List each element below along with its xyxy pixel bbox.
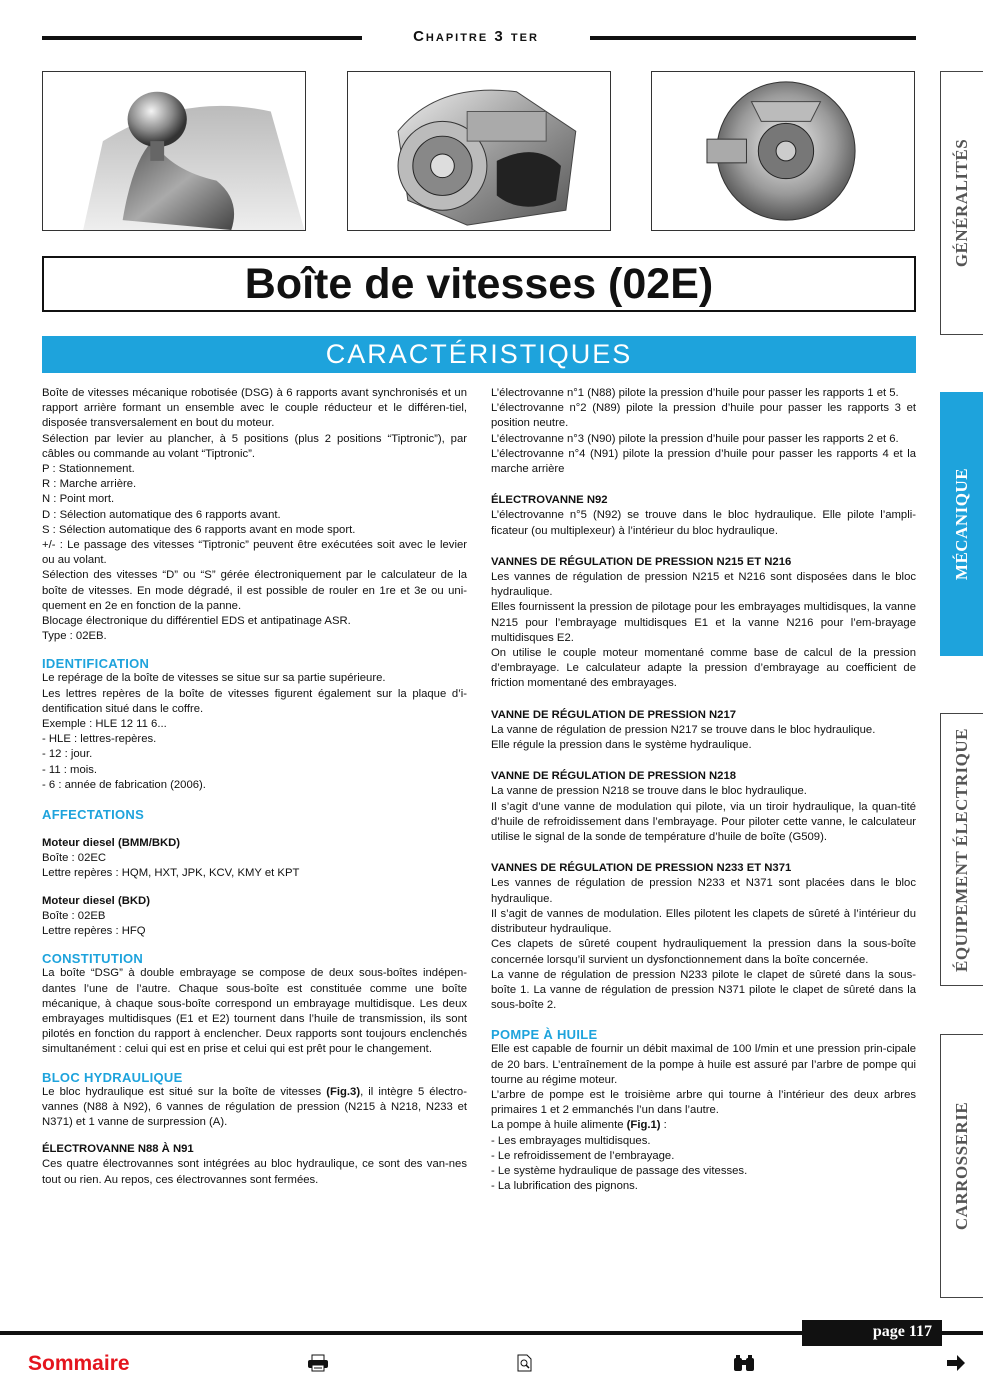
page-number-box bbox=[802, 1320, 942, 1346]
n233-text-3: Ces clapets de sûreté coupent hydrauliquement la pression dans la sous-boîte concernée lorsqu’il survient un dysfonctionnement dans la boîte concernée. bbox=[491, 938, 916, 966]
constitution-text: La boîte “DSG” à double embrayage se compose de deux sous-boîtes indépen-dantes l’une de l’autre. Chaque sous-boîte est constituée comme une boîte mécanique, à chaque sous-boîte correspond un embrayage multidisque. Les deux embrayages multidisques (E1 et E2) tournent dans l’huile de transmission, ils sont pilotés en fonction du rapport à enclencher. Deux rapports sont toujours enclenchés simultanément : celui qui est en prise et celui qui est prêt pour le changement. bbox=[42, 967, 467, 1056]
pompe-list-1: - Les embrayages multidisques. bbox=[491, 1134, 651, 1147]
n215-title: VANNES DE RÉGULATION DE PRESSION N215 ET N216 bbox=[491, 555, 792, 568]
intro-4: R : Marche arrière. bbox=[42, 478, 137, 491]
intro-9: Sélection des vitesses “D” ou “S” gérée électroniquement par le calculateur de la boîte de vitesses. En mode dégradé, il est possible de rouler en 1re et 3e ou uni-quement en 2e en fonction de la panne. bbox=[42, 569, 467, 612]
right-column bbox=[491, 386, 916, 1194]
arrow-right-icon[interactable] bbox=[946, 1354, 966, 1376]
n233-text-1: Les vannes de régulation de pression N233 et N371 sont placées dans le bloc hydraulique. bbox=[491, 877, 916, 905]
heading-constitution: CONSTITUTION bbox=[42, 951, 144, 967]
section-title: CARACTÉRISTIQUES bbox=[325, 339, 633, 369]
n217-text-1: La vanne de régulation de pression N217 se trouve dans le bloc hydraulique. bbox=[491, 723, 876, 736]
left-column bbox=[42, 386, 467, 1188]
n218-text-1: La vanne de pression N218 se trouve dans le bloc hydraulique. bbox=[491, 785, 807, 798]
ev-list-2: L’électrovanne n°2 (N89) pilote la pression d’huile pour passer les rapports 3 et position neutre. bbox=[491, 402, 916, 430]
identification-6: - 11 : mois. bbox=[42, 763, 98, 776]
n218-title: VANNE DE RÉGULATION DE PRESSION N218 bbox=[491, 770, 737, 783]
identification-4: - HLE : lettres-repères. bbox=[42, 733, 157, 746]
pompe-list-2: - Le refroidissement de l’embrayage. bbox=[491, 1149, 675, 1162]
n215-text-1: Les vannes de régulation de pression N215 et N216 sont disposées dans le bloc hydraulique. bbox=[491, 571, 916, 599]
fig3-ref: (Fig.3) bbox=[326, 1085, 361, 1098]
differential-image bbox=[651, 71, 915, 231]
n215-text-3: On utilise le couple moteur momentané comme base de calcul de la pression d’embrayage. Le calculateur adapte la pression d’embrayage au coefficient de friction momentané des embrayages. bbox=[491, 647, 916, 690]
intro-3: P : Stationnement. bbox=[42, 463, 135, 476]
page-title: Boîte de vitesses (02E) bbox=[244, 260, 714, 308]
n233-text-4: La vanne de régulation de pression N233 pilote le clapet de sûreté dans la sous-boîte 1. La vanne de régulation de pression N371 pilote le clapet de sûreté dans la sous-boîte 2. bbox=[491, 968, 916, 1012]
tab-carrosserie[interactable]: CARROSSERIE bbox=[940, 1034, 983, 1298]
n92-title: ÉLECTROVANNE N92 bbox=[491, 494, 608, 507]
title-box bbox=[42, 256, 916, 312]
intro-6: D : Sélection automatique des 6 rapports avant. bbox=[42, 508, 281, 521]
gearbox-cutaway-image bbox=[347, 71, 611, 231]
bloc-text: Le bloc hydraulique est situé sur la boîte de vitesses (Fig.3), il intègre 5 électro-vannes (N88 à N92), 6 vannes de régulation de pression (N215 à N218, N233 et N371) et 1 vanne de surpression (A). bbox=[42, 1085, 467, 1128]
tab-equipement-electrique[interactable]: ÉQUIPEMENT ÉLECTRIQUE bbox=[940, 713, 983, 986]
identification-1: Le repérage de la boîte de vitesses se situe sur sa partie supérieure. bbox=[42, 672, 386, 685]
n215-text-2: Elles fournissent la pression de pilotage pour les embrayages multidisques, la vanne N215 pour l’embrayage multidisques E1 et la vanne N216 pour l’em-brayage multidisques E2. bbox=[491, 601, 916, 644]
aff1-line-1: Boîte : 02EC bbox=[42, 852, 107, 865]
ev-n88-n91-text: Ces quatre électrovannes sont intégrées au bloc hydraulique, ce sont des van-nes tout ou rien. Au repos, ces électrovannes sont fermées. bbox=[42, 1158, 467, 1186]
intro-10: Blocage électronique du différentiel EDS et antipatinage ASR. bbox=[42, 615, 351, 628]
pompe-list-3: - Le système hydraulique de passage des vitesses. bbox=[491, 1164, 748, 1177]
aff2-line-2: Lettre repères : HFQ bbox=[42, 925, 146, 938]
header-rule-right bbox=[590, 36, 916, 40]
ev-list-1: L’électrovanne n°1 (N88) pilote la pression d’huile pour passer les rapports 1 et 5. bbox=[491, 387, 899, 399]
intro-2: Sélection par levier au plancher, à 5 positions (plus 2 positions “Tiptronic”), par câbles ou commande au volant “Tiptronic”. bbox=[42, 432, 467, 460]
aff2-title: Moteur diesel (BKD) bbox=[42, 894, 150, 907]
page-number: page 117 bbox=[872, 1323, 932, 1340]
pompe-alim: La pompe à huile alimente (Fig.1) : bbox=[491, 1119, 667, 1132]
identification-3: Exemple : HLE 12 11 6... bbox=[42, 718, 167, 731]
intro-5: N : Point mort. bbox=[42, 493, 115, 506]
document-search-icon[interactable] bbox=[517, 1354, 533, 1376]
tab-mecanique[interactable]: MÉCANIQUE bbox=[940, 392, 983, 656]
sommaire-link[interactable]: Sommaire bbox=[28, 1352, 130, 1375]
printer-icon[interactable] bbox=[307, 1354, 329, 1376]
aff1-title: Moteur diesel (BMM/BKD) bbox=[42, 837, 181, 850]
chapter-title: Chapitre 3 ter bbox=[413, 28, 539, 45]
heading-affectations: AFFECTATIONS bbox=[42, 807, 145, 823]
ev-list-3: L’électrovanne n°3 (N90) pilote la pression d’huile pour passer les rapports 2 et 6. bbox=[491, 432, 899, 445]
heading-pompe-a-huile: POMPE À HUILE bbox=[491, 1027, 598, 1043]
intro-7: S : Sélection automatique des 6 rapports avant en mode sport. bbox=[42, 523, 356, 536]
intro-8: +/- : Le passage des vitesses “Tiptronic” peuvent être exécutées soit avec le levier ou au volant. bbox=[42, 539, 467, 567]
section-banner bbox=[42, 336, 916, 373]
n233-text-2: Il s’agit de vannes de modulation. Elles pilotent les clapets de sûreté à l’intérieur du distributeur hydraulique. bbox=[491, 907, 916, 936]
heading-identification: IDENTIFICATION bbox=[42, 656, 150, 672]
tab-generalites[interactable]: GÉNÉRALITÉS bbox=[940, 71, 983, 335]
pompe-list-4: - La lubrification des pignons. bbox=[491, 1180, 638, 1193]
intro-1: Boîte de vitesses mécanique robotisée (DSG) à 6 rapports avant synchronisés et un rapport arrière formant un ensemble avec le couple réducteur et le différen-tiel, disposée transversalement en bout du moteur. bbox=[42, 387, 467, 430]
ev-n88-n91-title: ÉLECTROVANNE N88 À N91 bbox=[42, 1143, 194, 1156]
heading-bloc-hydraulique: BLOC HYDRAULIQUE bbox=[42, 1069, 183, 1085]
identification-2: Les lettres repères de la boîte de vitesses figurent également sur la plaque d’i-dentification situé dans le coffre. bbox=[42, 687, 467, 715]
header-rule-left bbox=[42, 36, 362, 40]
aff2-line-1: Boîte : 02EB bbox=[42, 909, 106, 922]
pompe-text-2: L’arbre de pompe est le troisième arbre qui tourne à l’intérieur des deux arbres primaires 1 et 2 emmanchés l’un dans l’autre. bbox=[491, 1088, 916, 1117]
identification-5: - 12 : jour. bbox=[42, 748, 93, 761]
identification-7: - 6 : année de fabrication (2006). bbox=[42, 778, 206, 791]
gear-lever-image bbox=[42, 71, 306, 231]
n217-text-2: Elle régule la pression dans le système hydraulique. bbox=[491, 739, 752, 752]
ev-list-4: L’électrovanne n°4 (N91) pilote la pression d’huile pour passer les rapports 4 et la marche arrière bbox=[491, 447, 916, 476]
aff1-line-2: Lettre repères : HQM, HXT, JPK, KCV, KMY et KPT bbox=[42, 867, 300, 880]
n92-text: L’électrovanne n°5 (N92) se trouve dans le bloc hydraulique. Elle pilote l’ampli-ficateur (ou multiplexeur) à l’intérieur du bloc hydraulique. bbox=[491, 509, 916, 537]
binoculars-icon[interactable] bbox=[732, 1354, 756, 1376]
n217-title: VANNE DE RÉGULATION DE PRESSION N217 bbox=[491, 708, 737, 721]
intro-11: Type : 02EB. bbox=[42, 630, 107, 643]
fig1-ref: (Fig.1) bbox=[626, 1119, 661, 1132]
n233-title: VANNES DE RÉGULATION DE PRESSION N233 ET N371 bbox=[491, 862, 792, 875]
pompe-text-1: Elle est capable de fournir un débit maximal de 100 l/min et une pression prin-cipale de 20 bars. L’entraînement de la pompe à huile est assuré par l’arbre de pompe qui tourne au régime moteur. bbox=[491, 1043, 916, 1086]
n218-text-2: Il s’agit d’une vanne de modulation qui pilote, via un tiroir hydraulique, la quan-tité d’huile de refroidissement dans l’embrayage. Pour piloter cette vanne, le calculateur utilise le signal de la sonde de température d’huile de boîte (G509). bbox=[491, 800, 916, 844]
